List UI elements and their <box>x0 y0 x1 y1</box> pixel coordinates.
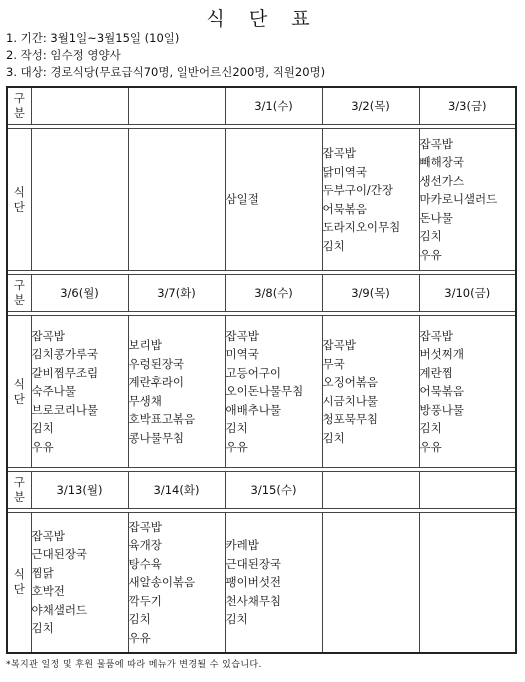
menu-item: 새알송이볶음 <box>128 575 196 589</box>
menu-item: 빼해장국 <box>419 155 464 170</box>
menu-item: 우렁된장국 <box>128 356 185 371</box>
label-char: 식 <box>13 376 25 391</box>
date-cell <box>31 87 128 125</box>
meal-cell <box>225 316 322 468</box>
menu-item: 오이돈나물무침 <box>225 384 304 399</box>
menu-item: 잡곡밥 <box>128 519 162 534</box>
meal-cell <box>31 513 128 653</box>
menu-item: 천사채무침 <box>225 593 282 608</box>
meal-label <box>7 316 31 468</box>
menu-item: 삼일절 <box>225 192 259 207</box>
menu-item: 잡곡밥 <box>322 338 356 352</box>
label-char: 단 <box>13 199 25 214</box>
meal-cell <box>419 129 516 271</box>
menu-item: 청포묵무침 <box>322 412 379 426</box>
menu-item: 갈비찜무조림 <box>31 365 99 380</box>
menu-item: 잡곡밥 <box>419 136 453 151</box>
meal-cell <box>225 129 322 271</box>
meal-cell <box>322 129 419 271</box>
meal-label <box>7 129 31 271</box>
menu-item: 방풍나물 <box>419 402 464 417</box>
meal-cell <box>225 513 322 653</box>
menu-item: 김치 <box>128 612 151 626</box>
menu-item: 생선가스 <box>419 173 464 188</box>
label-char: 단 <box>13 582 25 597</box>
meal-row <box>7 513 516 653</box>
date-cell <box>322 472 419 509</box>
date-cell: 3/13(월) <box>31 472 128 509</box>
menu-item: 우유 <box>31 439 54 454</box>
date-cell: 3/9(목) <box>322 275 419 312</box>
menu-item: 어묵볶음 <box>419 384 464 399</box>
meal-cell <box>128 129 225 271</box>
division-label <box>7 472 31 509</box>
info-target: 3. 대상: 경로식당(무료급식70명, 일반어르신200명, 직원20명) <box>6 65 326 79</box>
meal-cell <box>322 513 419 653</box>
menu-item: 잡곡밥 <box>225 328 259 343</box>
meal-label <box>7 513 31 653</box>
menu-item: 김치 <box>31 621 54 636</box>
menu-item: 미역국 <box>225 347 259 362</box>
meal-cell <box>128 513 225 653</box>
menu-table <box>6 86 517 654</box>
menu-item: 우유 <box>419 247 442 262</box>
date-row <box>7 275 516 312</box>
menu-item: 보리밥 <box>128 338 162 352</box>
date-cell: 3/7(화) <box>128 275 225 312</box>
info-period: 1. 기간: 3월1일~3월15일 (10일) <box>6 31 180 45</box>
meal-cell <box>128 316 225 468</box>
menu-item: 콩나물무침 <box>128 430 185 445</box>
date-row <box>7 87 516 125</box>
meal-cell <box>31 316 128 468</box>
menu-item: 팽이버섯전 <box>225 575 282 589</box>
footnote: *복지관 일정 및 후원 물품에 따라 메뉴가 변경될 수 있습니다. <box>6 660 262 670</box>
menu-item: 돈나물 <box>419 210 453 225</box>
menu-item: 야채샐러드 <box>31 602 88 617</box>
menu-item: 고등어구이 <box>225 365 282 380</box>
menu-item: 마카로니샐러드 <box>419 192 498 207</box>
label-char: 식 <box>13 184 25 199</box>
page-title: 식 단 표 <box>206 8 319 30</box>
label-char: 구 <box>13 91 25 105</box>
date-cell: 3/10(금) <box>419 275 516 312</box>
meal-cell <box>322 316 419 468</box>
menu-item: 애배추나물 <box>225 402 282 417</box>
label-char: 분 <box>13 293 25 307</box>
menu-item: 김치 <box>322 430 345 445</box>
menu-item: 김치 <box>225 612 248 626</box>
menu-item: 김치 <box>419 421 442 436</box>
menu-item: 김치 <box>419 229 442 244</box>
menu-item: 숙주나물 <box>31 384 76 399</box>
menu-item: 우유 <box>128 630 151 645</box>
menu-item: 근대된장국 <box>225 556 282 571</box>
menu-item: 호박표고볶음 <box>128 412 196 426</box>
division-label <box>7 275 31 312</box>
menu-item: 잡곡밥 <box>31 328 65 343</box>
menu-item: 우유 <box>419 439 442 454</box>
menu-item: 무생채 <box>128 393 162 408</box>
menu-item: 계란후라이 <box>128 375 185 389</box>
menu-item: 시금치나물 <box>322 393 379 408</box>
menu-item: 브로코리나물 <box>31 402 99 417</box>
menu-item: 무국 <box>322 356 345 371</box>
date-cell <box>128 87 225 125</box>
menu-item: 우유 <box>225 439 248 454</box>
menu-item: 카레밥 <box>225 538 259 552</box>
menu-item: 잡곡밥 <box>419 328 453 343</box>
date-cell: 3/1(수) <box>225 87 322 125</box>
meal-cell <box>419 316 516 468</box>
date-cell <box>419 472 516 509</box>
menu-item: 찜닭 <box>31 565 54 580</box>
meal-row <box>7 316 516 468</box>
label-char: 구 <box>13 475 25 489</box>
date-cell: 3/14(화) <box>128 472 225 509</box>
menu-item: 김치 <box>225 421 248 436</box>
menu-item: 잡곡밥 <box>31 528 65 543</box>
menu-item: 닭미역국 <box>322 164 367 179</box>
date-cell: 3/15(수) <box>225 472 322 509</box>
meal-row <box>7 129 516 271</box>
label-char: 분 <box>13 106 25 120</box>
menu-item: 잡곡밥 <box>322 146 356 160</box>
date-cell: 3/8(수) <box>225 275 322 312</box>
date-row <box>7 472 516 509</box>
date-cell: 3/2(목) <box>322 87 419 125</box>
menu-item: 김치콩가루국 <box>31 347 99 362</box>
menu-item: 근대된장국 <box>31 547 88 562</box>
menu-item: 버섯찌개 <box>419 347 464 362</box>
meal-cell <box>31 129 128 271</box>
info-author: 2. 작성: 임수정 영양사 <box>6 48 121 62</box>
menu-item: 도라지오이무침 <box>322 220 401 234</box>
menu-item: 탕수육 <box>128 556 162 571</box>
menu-item: 육개장 <box>128 538 162 552</box>
menu-item: 계란찜 <box>419 365 453 380</box>
label-char: 분 <box>13 490 25 504</box>
menu-item: 호박전 <box>31 584 65 599</box>
label-char: 단 <box>13 391 25 406</box>
menu-item: 어묵볶음 <box>322 201 367 216</box>
date-cell: 3/3(금) <box>419 87 516 125</box>
menu-item: 오징어볶음 <box>322 375 379 389</box>
date-cell: 3/6(월) <box>31 275 128 312</box>
meal-cell <box>419 513 516 653</box>
division-label <box>7 87 31 125</box>
menu-item: 두부구이/간장 <box>322 183 394 197</box>
label-char: 식 <box>13 567 25 582</box>
menu-item: 깍두기 <box>128 593 162 608</box>
menu-item: 김치 <box>322 238 345 253</box>
menu-item: 김치 <box>31 421 54 436</box>
label-char: 구 <box>13 278 25 292</box>
